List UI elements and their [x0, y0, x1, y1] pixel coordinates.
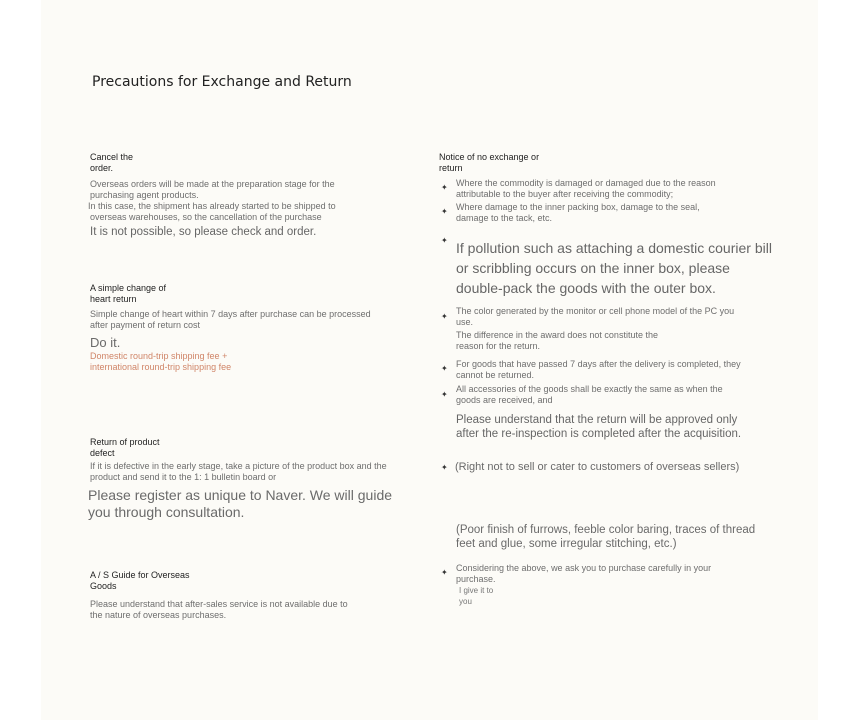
no-return-heading: [439, 152, 579, 174]
cancel-heading-line: order.: [90, 163, 114, 173]
defect-line: If it is defective in the early stage, take a picture of the product box and the: [90, 461, 387, 471]
defect-text: [90, 461, 387, 483]
as-line: the nature of overseas purchases.: [90, 610, 227, 620]
defect-emphasis-line: you through consultation.: [88, 504, 245, 520]
closing-note: [459, 585, 493, 607]
cancel-heading-line: Cancel the: [90, 152, 134, 162]
notice-line: reason for the return.: [456, 341, 541, 351]
change-text: [90, 309, 371, 331]
no-return-heading-line: return: [439, 163, 463, 173]
notice-line: All accessories of the goods shall be exactly the same as when the: [456, 384, 723, 394]
bullet-icon: ✦: [441, 568, 448, 577]
notice-line: Considering the above, we ask you to purchase carefully in your: [456, 563, 712, 573]
notice-line: damage to the tack, etc.: [456, 213, 553, 223]
defect-emphasis-line: Please register as unique to Naver. We will guide: [88, 487, 393, 503]
change-heading-line: A simple change of: [90, 283, 167, 293]
notice-item: [456, 306, 734, 328]
notice-item: [456, 330, 658, 352]
notice-line: The color generated by the monitor or cell phone model of the PC you: [456, 306, 735, 316]
notice-line: For goods that have passed 7 days after the delivery is completed, they: [456, 359, 741, 369]
notice-item: [456, 202, 700, 224]
fee-line: Domestic round-trip shipping fee +: [90, 351, 228, 361]
notice-paren-line: (Poor finish of furrows, feeble color baring, traces of thread: [456, 524, 756, 536]
cancel-line: In this case, the shipment has already started to be shipped to: [88, 201, 336, 211]
bullet-icon: ✦: [441, 364, 448, 373]
closing-line: I give it to: [459, 586, 494, 595]
notice-line: goods are received, and: [456, 395, 553, 405]
shipping-fee-note: [90, 351, 231, 373]
cancel-heading: [90, 152, 210, 174]
bullet-icon: ✦: [441, 312, 448, 321]
notice-line: attributable to the buyer after receiving the commodity;: [456, 189, 674, 199]
bullet-icon: ✦: [441, 390, 448, 399]
notice-item: [456, 178, 716, 200]
fee-line: international round-trip shipping fee: [90, 362, 232, 372]
notice-item-emphasis: [456, 413, 741, 441]
cancel-line: Overseas orders will be made at the preparation stage for the: [90, 179, 335, 189]
defect-heading-line: Return of product: [90, 437, 160, 447]
change-line: Simple change of heart within 7 days after purchase can be processed: [90, 309, 371, 319]
notice-paren-line: feet and glue, some irregular stitching, etc.): [456, 538, 677, 550]
bullet-icon: ✦: [441, 183, 448, 192]
defect-heading-line: defect: [90, 448, 115, 458]
bullet-icon: ✦: [441, 236, 448, 245]
notice-item: [456, 384, 723, 406]
notice-item-parenthetical: [456, 523, 755, 551]
notice-line: Where the commodity is damaged or damaged due to the reason: [456, 178, 716, 188]
cancel-text: [90, 179, 336, 223]
notice-item: [456, 359, 741, 381]
notice-line: purchase.: [456, 574, 496, 584]
page-title: Precautions for Exchange and Return: [92, 74, 352, 90]
change-line: after payment of return cost: [90, 320, 201, 330]
change-heading: [90, 283, 210, 305]
notice-line: use.: [456, 317, 474, 327]
bullet-icon: ✦: [441, 207, 448, 216]
notice-emphasis-line: after the re-inspection is completed after the acquisition.: [456, 428, 742, 440]
notice-emphasis-line: Please understand that the return will be approved only: [456, 414, 738, 426]
notice-line: Where damage to the inner packing box, damage to the seal,: [456, 202, 700, 212]
notice-line: The difference in the award does not constitute the: [456, 330, 658, 340]
as-line: Please understand that after-sales service is not available due to: [90, 599, 348, 609]
cancel-emphasis: It is not possible, so please check and order.: [90, 226, 317, 238]
defect-heading: [90, 437, 210, 459]
notice-item-emphasis: If pollution such as attaching a domestic courier bill or scribbling occurs on the inner box, please double-pack the goods with the outer box.: [456, 240, 772, 296]
notice-item: [456, 563, 711, 585]
change-emphasis: Do it.: [90, 335, 121, 350]
cancel-line: purchasing agent products.: [90, 190, 199, 200]
defect-line: product and send it to the 1: 1 bulletin board or: [90, 472, 277, 482]
notice-line: cannot be returned.: [456, 370, 535, 380]
change-heading-line: heart return: [90, 294, 137, 304]
cancel-line: overseas warehouses, so the cancellation of the purchase: [90, 212, 322, 222]
as-text: [90, 599, 348, 621]
defect-emphasis: [88, 487, 392, 521]
as-heading: [90, 570, 250, 592]
closing-line: you: [459, 597, 472, 606]
as-heading-line: Goods: [90, 581, 117, 591]
notice-item-parenthetical: (Right not to sell or cater to customers of overseas sellers): [455, 461, 740, 473]
no-return-heading-line: Notice of no exchange or: [439, 152, 540, 162]
as-heading-line: A / S Guide for Overseas: [90, 570, 190, 580]
bullet-icon: ✦: [441, 463, 448, 472]
